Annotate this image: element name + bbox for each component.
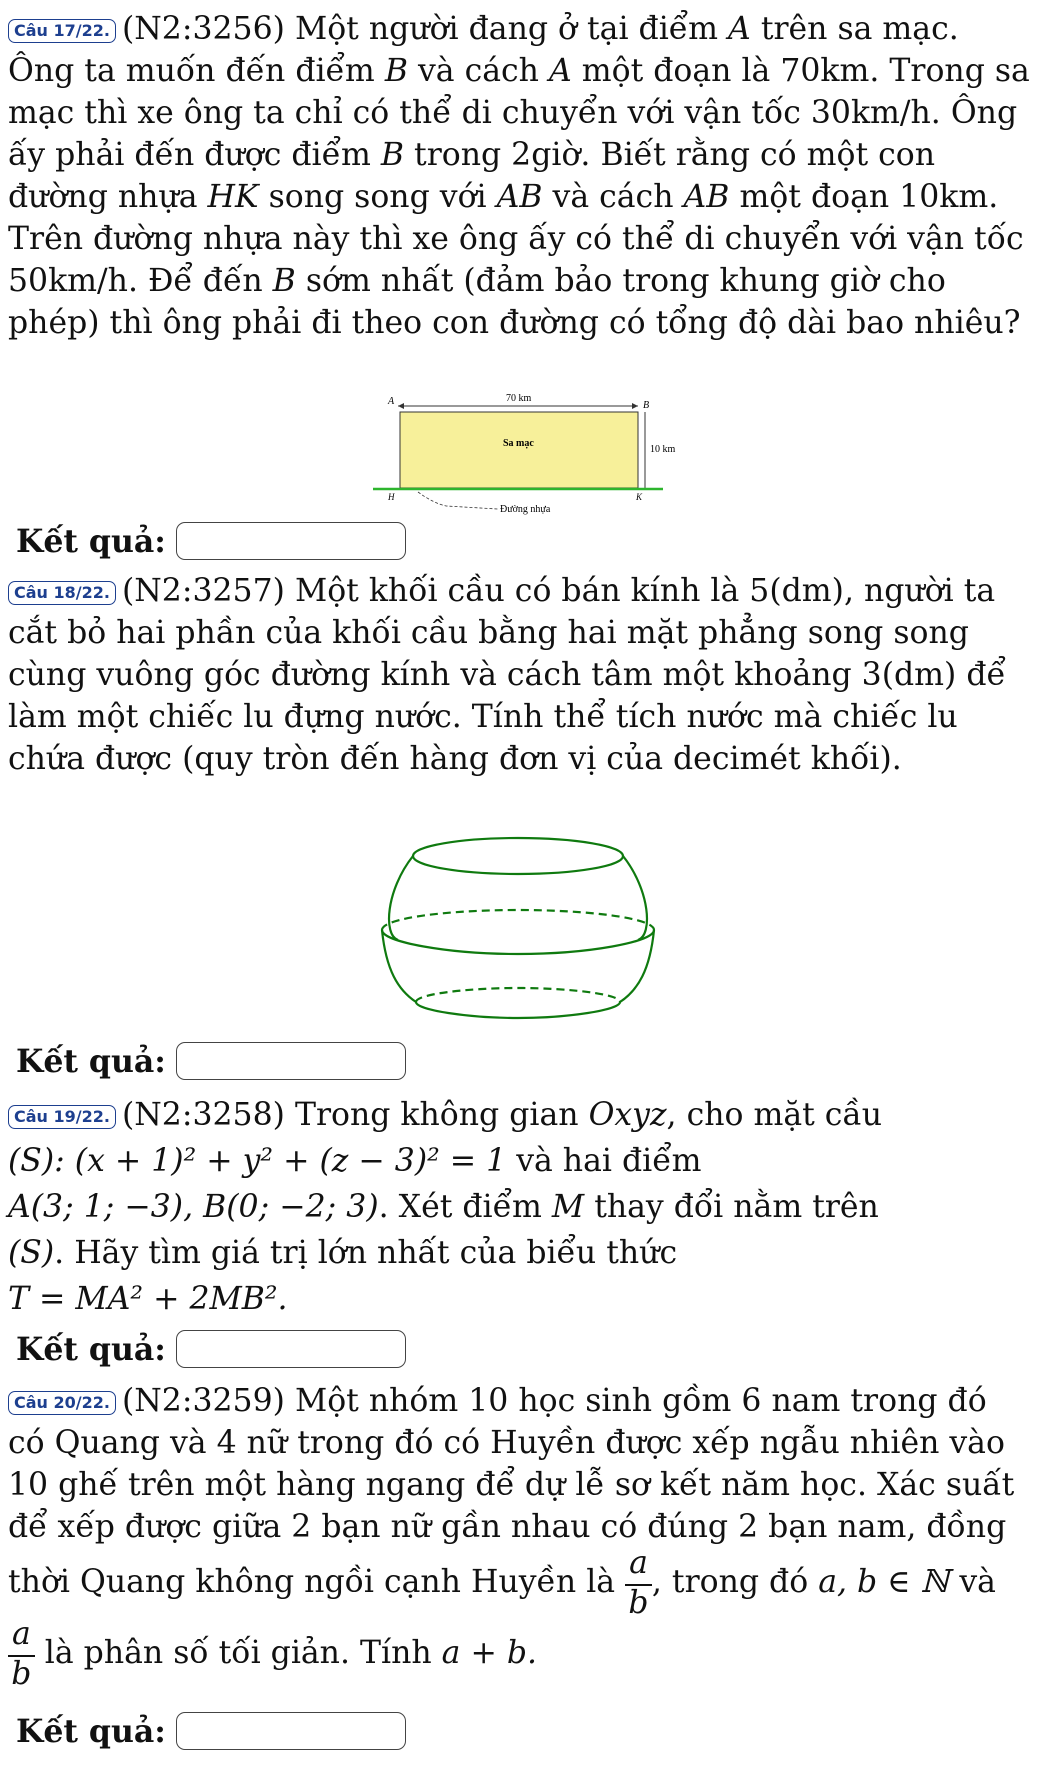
question-badge: Câu 18/22. xyxy=(8,581,116,605)
question-20: Câu 20/22. (N2:3259) Một nhóm 10 học sinh gồm 6 nam trong đó có Quang và 4 nữ trong đó có Huyền được xếp ngẫu nhiên vào 10 ghế trên một hàng ngang để dự lễ sơ kết năm học. Xác suất để xếp được giữa 2 bạn nữ gần nhau có đúng 2 bạn nam, đồng thời Quang không ngồi cạnh Huyền là $\frac{a}{b}$ , trong đó a, b ∈ ℕ và $\frac{a}{b}$ là phân số tối giản. Tính a + b. xyxy=(8,1383,1015,1692)
question-code: (N2:3258) xyxy=(121,1097,285,1133)
question-code: (N2:3256) xyxy=(121,11,285,47)
q17-text: và cách xyxy=(552,179,674,215)
result-20 xyxy=(16,1712,406,1750)
q19-text: và hai điểm xyxy=(516,1143,702,1179)
q19-text: , cho mặt cầu xyxy=(666,1097,883,1133)
result-label: Kết quả: xyxy=(16,523,166,560)
fraction-denominator: b xyxy=(11,1655,32,1692)
label-K: K xyxy=(636,492,643,502)
fraction-a-over-b xyxy=(8,1616,35,1692)
q17-math: AB xyxy=(496,179,543,215)
question-badge: Câu 20/22. xyxy=(8,1391,116,1415)
q19-math: M xyxy=(551,1189,585,1225)
question-19 xyxy=(8,1092,1032,1322)
q17-text: Một người đang ở tại điểm xyxy=(294,11,719,47)
jar-bottom-back xyxy=(416,988,620,1002)
arrow-left-icon xyxy=(398,403,404,409)
q20-text: trong đó xyxy=(671,1564,809,1600)
jar-middle-front xyxy=(382,930,654,954)
distance-top-label: 70 km xyxy=(506,393,532,404)
q17-math: B xyxy=(380,137,405,173)
result-label: Kết quả: xyxy=(16,1043,166,1080)
q19-text: . Hãy tìm giá trị lớn nhất của biểu thức xyxy=(54,1235,678,1271)
q20-math: a, b ∈ ℕ xyxy=(818,1564,950,1600)
question-code: (N2:3257) xyxy=(121,573,285,609)
question-badge: Câu 19/22. xyxy=(8,1105,116,1129)
question-18 xyxy=(8,570,1032,780)
answer-box[interactable] xyxy=(176,522,406,560)
question-badge: Câu 17/22. xyxy=(8,19,116,43)
label-A: A xyxy=(388,396,395,407)
desert-road-figure xyxy=(358,388,678,518)
q19-text: . Xét điểm xyxy=(378,1189,542,1225)
fraction-denominator: b xyxy=(628,1584,649,1621)
q17-math: A xyxy=(728,11,751,47)
question-code: (N2:3259) xyxy=(121,1383,285,1419)
q20-math: a + b. xyxy=(441,1635,538,1671)
q20-text: và xyxy=(959,1564,996,1600)
q19-text: thay đổi nằm trên xyxy=(594,1189,879,1225)
q17-math: AB xyxy=(683,179,730,215)
q17-math: B xyxy=(272,263,296,299)
label-H: H xyxy=(388,492,395,502)
q17-text: trên sa mạc. Ông ta muốn đến điểm xyxy=(8,11,959,89)
q17-math: A xyxy=(548,53,572,89)
fraction-a-over-b xyxy=(625,1545,652,1621)
q17-text: trong 2giờ. Biết rằng có một con đường nhựa xyxy=(8,137,936,215)
road-pointer xyxy=(418,492,498,509)
q20-text: Một nhóm 10 học sinh gồm 6 nam trong đó có Quang và 4 nữ trong đó có Huyền được xếp ngẫu nhiên vào 10 ghế trên một hàng ngang để dự lễ sơ kết năm học. Xác suất để xếp được giữa 2 bạn nữ gần nhau có đúng 2 bạn nam, đồng thời Quang không ngồi cạnh Huyền là xyxy=(8,1383,1015,1600)
q19-math: (S) xyxy=(8,1235,55,1271)
q17-text: sớm nhất (đảm bảo trong khung giờ cho phép) thì ông phải đi theo con đường có tổng độ dài bao nhiêu? xyxy=(8,263,1021,341)
points-math: A(3; 1; −3), B(0; −2; 3) xyxy=(8,1189,379,1225)
q17-text: một đoạn 10km. Trên đường nhựa này thì xe ông ấy có thể di chuyển với vận tốc 50km/h. Để đến xyxy=(8,179,1024,299)
answer-box[interactable] xyxy=(176,1042,406,1080)
desert-area xyxy=(400,412,638,488)
arrow-right-icon xyxy=(632,403,638,409)
q18-text: Một khối cầu có bán kính là 5(dm), người ta cắt bỏ hai phần của khối cầu bằng hai mặt phẳng song song cùng vuông góc đường kính và cách tâm một khoảng 3(dm) để làm một chiếc lu đựng nước. Tính thể tích nước mà chiếc lu chứa được (quy tròn đến hàng đơn vị của decimét khối). xyxy=(8,573,1006,777)
fraction-numerator: a xyxy=(8,1619,35,1657)
jar-left-upper xyxy=(389,856,413,940)
answer-box[interactable] xyxy=(176,1330,406,1368)
q20-text: là phân số tối giản. Tính xyxy=(44,1635,432,1671)
q17-text: một đoạn là 70km. Trong sa mạc thì xe ông ta chỉ có thể di chuyển với vận tốc 30km/h. Ông ấy phải đến được điểm xyxy=(8,53,1030,173)
q17-text: và cách xyxy=(418,53,539,89)
fraction-numerator: a xyxy=(625,1548,652,1586)
jar-right-upper xyxy=(623,856,647,940)
q17-math: B xyxy=(384,53,408,89)
question-17 xyxy=(8,8,1032,344)
q19-math: Oxyz xyxy=(588,1097,667,1133)
jar-middle-back xyxy=(382,910,654,930)
distance-side-label: 10 km xyxy=(650,444,676,455)
label-B: B xyxy=(643,400,650,411)
jar-bottom-front xyxy=(416,1002,620,1018)
q17-text: song song với xyxy=(268,179,487,215)
answer-box[interactable] xyxy=(176,1712,406,1750)
q19-text: Trong không gian xyxy=(294,1097,579,1133)
result-label: Kết quả: xyxy=(16,1331,166,1368)
expression-T: T = MA² + 2MB². xyxy=(8,1281,288,1317)
result-18 xyxy=(16,1042,406,1080)
result-17 xyxy=(16,522,406,560)
q17-math: HK xyxy=(207,179,259,215)
jar-top-rim xyxy=(413,838,623,874)
desert-label: Sa mạc xyxy=(503,438,534,449)
sphere-equation: (S): (x + 1)² + y² + (z − 3)² = 1 xyxy=(8,1143,507,1179)
water-jar-figure xyxy=(368,830,668,1030)
result-label: Kết quả: xyxy=(16,1713,166,1750)
result-19 xyxy=(16,1330,406,1368)
road-label: Đường nhựa xyxy=(500,504,551,515)
